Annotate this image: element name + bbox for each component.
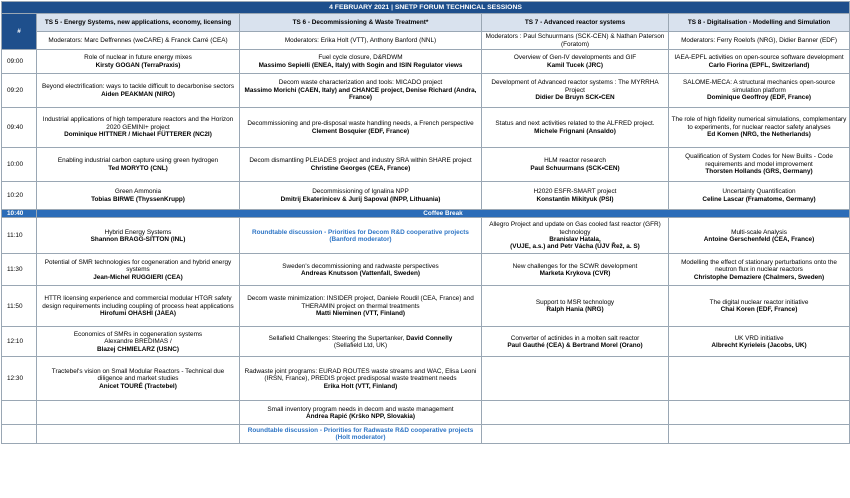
speaker: Andrea Rapić (Krško NPP, Slovakia) bbox=[306, 412, 415, 420]
talk-title: Radwaste joint programs: EURAD ROUTES waste streams and WAC, Elisa Leoni (IRSN, France), PREDIS project predisposal waste treatment needs bbox=[244, 367, 477, 383]
speaker: Dmitrij Ekaterinicev & Jurij Sapoval (INPP, Lithuania) bbox=[280, 195, 441, 203]
empty-cell bbox=[669, 425, 850, 444]
talk-title: Overview of Gen-IV developments and GIF bbox=[513, 54, 637, 62]
coffee-break-label: Coffee Break bbox=[37, 210, 850, 218]
speaker: Albrecht Kyrieleis (Jacobs, UK) bbox=[711, 341, 807, 349]
moderators-row bbox=[2, 32, 850, 50]
talk-cell bbox=[669, 182, 850, 210]
speaker: Ralph Hania (NRG) bbox=[546, 306, 604, 314]
speaker: Blazej CHMIELARZ (USNC) bbox=[96, 345, 179, 353]
talk-title: HLM reactor research bbox=[544, 157, 606, 165]
talk-title: Role of nuclear in future energy mixes bbox=[84, 54, 192, 62]
empty-cell bbox=[37, 425, 240, 444]
talk-title: Support to MSR technology bbox=[535, 299, 615, 306]
speaker: Carlo Fiorina (EPFL, Switzerland) bbox=[708, 61, 810, 69]
speaker: Massimo Sepielli (ENEA, Italy) with Sogin and ISIN Regulator views bbox=[258, 61, 463, 69]
talk-title: Decom waste characterization and tools: MICADO project bbox=[278, 79, 443, 87]
talk-title: Converter of actinides in a molten salt reactor bbox=[510, 334, 640, 342]
talk-title: Development of Advanced reactor systems : The MYRRHA Project bbox=[491, 79, 659, 94]
talk-cell bbox=[37, 254, 240, 286]
talk-cell bbox=[669, 74, 850, 108]
talk-title: IAEA-EPFL activities on open-source software development bbox=[674, 54, 844, 62]
speaker: Marketa Krykova (CVR) bbox=[539, 269, 611, 277]
time-cell bbox=[2, 401, 37, 425]
talk-cell bbox=[669, 50, 850, 74]
talk-title: Beyond electrification: ways to tackle difficult to decarbonise sectors bbox=[41, 83, 235, 91]
talk-title: The digital nuclear reactor initiative bbox=[709, 299, 809, 306]
speaker: Chai Koren (EDF, France) bbox=[720, 306, 798, 314]
talk-cell bbox=[669, 286, 850, 327]
time-cell: 09:00 bbox=[2, 50, 37, 74]
session-row bbox=[2, 327, 850, 357]
talk-title: Enabling industrial carbon capture using green hydrogen bbox=[57, 157, 219, 165]
talk-cell bbox=[240, 327, 482, 357]
talk-cell bbox=[669, 148, 850, 182]
talk-cell bbox=[669, 108, 850, 148]
speaker: Alexandre BREDIMAS / bbox=[104, 338, 172, 346]
talk-cell bbox=[240, 182, 482, 210]
column-hash: # bbox=[2, 14, 37, 50]
talk-cell bbox=[482, 254, 669, 286]
session-row bbox=[2, 357, 850, 401]
time-cell: 09:20 bbox=[2, 74, 37, 108]
talk-title: H2020 ESFR-SMART project bbox=[533, 188, 617, 196]
empty-cell bbox=[482, 401, 669, 425]
talk-title: Fuel cycle closure, D&RDWM bbox=[318, 54, 403, 62]
speaker: Erika Holt (VTT, Finland) bbox=[323, 382, 398, 390]
talk-cell bbox=[669, 254, 850, 286]
talk-title: Multi-scale Analysis bbox=[731, 228, 787, 236]
time-cell: 09:40 bbox=[2, 108, 37, 148]
talk-title: Tractebel's vision on Small Modular Reactors - Technical due diligence and market studies bbox=[51, 367, 225, 383]
talk-cell bbox=[482, 286, 669, 327]
break-time: 10:40 bbox=[2, 210, 37, 218]
talk-cell bbox=[669, 218, 850, 254]
speaker: Michele Frignani (Ansaldo) bbox=[534, 127, 616, 135]
talk-title: Sellafield Challenges: Steering the Supertanker, bbox=[268, 334, 405, 342]
speaker-affiliation: (Sellafield Ltd, UK) bbox=[333, 341, 388, 349]
talk-title: Hybrid Energy Systems bbox=[104, 228, 172, 236]
talk-title: Decommissioning and pre-disposal waste handling needs, a French perspective bbox=[247, 120, 474, 128]
talk-title: Industrial applications of high temperature reactors and the Horizon 2020 GEMINI+ project bbox=[42, 116, 234, 131]
title-row bbox=[2, 2, 850, 14]
talk-title: Qualification of System Codes for New Builts - Code requirements and model improvement bbox=[685, 153, 833, 168]
empty-cell bbox=[669, 357, 850, 401]
session-row bbox=[2, 401, 850, 425]
speaker: Kamil Tucek (JRC) bbox=[547, 61, 603, 69]
talk-cell bbox=[240, 74, 482, 108]
talk-title: Decom dismantling PLEIADES project and industry SRA within SHARE project bbox=[249, 157, 472, 165]
speaker: Christine Georges (CEA, France) bbox=[310, 164, 411, 172]
session-row bbox=[2, 182, 850, 210]
speaker: Aiden PEAKMAN (NIRO) bbox=[101, 90, 175, 98]
talk-title: Allegro Project and update on Gas cooled fast reactor (GFR) technology bbox=[489, 221, 661, 236]
time-cell: 12:10 bbox=[2, 327, 37, 357]
speaker-affiliation: (VUJE, a.s.) and Petr Vácha (ÚJV Řež, a. S) bbox=[510, 243, 640, 251]
talk-cell bbox=[37, 148, 240, 182]
talk-title: HTTR licensing experience and commercial modular HTGR safety design requirements including coupling of process heat applications bbox=[42, 295, 234, 310]
speaker: Christophe Demaziere (Chalmers, Sweden) bbox=[693, 273, 825, 281]
moderators-ts6: Moderators: Erika Holt (VTT), Anthony Banford (NNL) bbox=[240, 32, 482, 50]
talk-title: Potential of SMR technologies for cogeneration and hybrid energy systems bbox=[44, 258, 232, 274]
session-row bbox=[2, 286, 850, 327]
talk-title: The role of high fidelity numerical simulations, complementary to experiments, for nuclear reactor safety analyses bbox=[671, 116, 847, 131]
talk-title: Modelling the effect of stationary perturbations onto the neutron flux in nuclear reactors bbox=[681, 258, 837, 274]
speaker: Konstantin Mikityuk (PSI) bbox=[536, 195, 614, 203]
talk-cell bbox=[482, 182, 669, 210]
talk-cell bbox=[482, 327, 669, 357]
talk-cell bbox=[482, 74, 669, 108]
time-cell bbox=[2, 425, 37, 444]
session-table bbox=[1, 1, 850, 444]
talk-cell bbox=[37, 327, 240, 357]
talk-cell bbox=[240, 254, 482, 286]
talk-cell bbox=[37, 74, 240, 108]
speaker: Hirofumi OHASHI (JAEA) bbox=[100, 310, 176, 318]
talk-cell bbox=[240, 50, 482, 74]
talk-cell bbox=[37, 218, 240, 254]
speaker: Dominique Geoffroy (EDF, France) bbox=[706, 94, 812, 102]
talk-title: UK VRD initiative bbox=[734, 334, 784, 342]
time-cell: 11:30 bbox=[2, 254, 37, 286]
moderators-ts7: Moderators : Paul Schuurmans (SCK-CEN) & Nathan Paterson (Foratom) bbox=[482, 32, 669, 50]
header-ts8: TS 8 - Digitalisation - Modelling and Simulation bbox=[669, 14, 850, 32]
speaker: Ed Komen (NRG, the Netherlands) bbox=[707, 131, 811, 139]
speaker: Paul Gauthé (CEA) & Bertrand Morel (Orano) bbox=[507, 341, 643, 349]
time-cell: 11:50 bbox=[2, 286, 37, 327]
empty-cell bbox=[482, 357, 669, 401]
roundtable-radwaste[interactable]: Roundtable discussion - Priorities for Radwaste R&D cooperative projects (Holt moderator) bbox=[240, 425, 482, 444]
session-row bbox=[2, 108, 850, 148]
speaker: Shannon BRAGG-SITTON (INL) bbox=[90, 235, 186, 243]
moderators-ts8: Moderators: Ferry Roelofs (NRG), Didier Banner (EDF) bbox=[669, 32, 850, 50]
header-row bbox=[2, 14, 850, 32]
talk-cell bbox=[240, 108, 482, 148]
speaker: Jean-Michel RUGGIERI (CEA) bbox=[93, 273, 183, 281]
talk-title: Uncertainty Quantification bbox=[722, 188, 796, 196]
time-cell: 10:20 bbox=[2, 182, 37, 210]
speaker: Dominique HITTNER / Michael FÜTTERER (NC2I) bbox=[64, 131, 212, 139]
session-row bbox=[2, 148, 850, 182]
talk-cell bbox=[482, 50, 669, 74]
speaker: Matti Nieminen (VTT, Finland) bbox=[315, 310, 406, 318]
talk-cell bbox=[37, 50, 240, 74]
header-ts7: TS 7 - Advanced reactor systems bbox=[482, 14, 669, 32]
talk-cell bbox=[37, 357, 240, 401]
talk-title: New challenges for the SCWR development bbox=[512, 262, 638, 270]
speaker: Andreas Knutsson (Vattenfall, Sweden) bbox=[301, 269, 420, 277]
time-cell: 12:30 bbox=[2, 357, 37, 401]
talk-title: Decom waste minimization: INSIDER project, Daniele Roudil (CEA, France) and THERAMIN project on thermal treatments bbox=[247, 295, 474, 310]
talk-cell bbox=[240, 357, 482, 401]
speaker: David Connelly bbox=[406, 334, 453, 342]
talk-cell bbox=[37, 182, 240, 210]
session-row bbox=[2, 50, 850, 74]
talk-title: Small inventory program needs in decom and waste management bbox=[267, 405, 454, 413]
speaker: Tobias BIRWE (ThyssenKrupp) bbox=[91, 195, 185, 203]
talk-cell bbox=[37, 108, 240, 148]
moderators-ts5: Moderators: Marc Deffrennes (weCARE) & Franck Carré (CEA) bbox=[37, 32, 240, 50]
talk-cell bbox=[240, 148, 482, 182]
session-row bbox=[2, 74, 850, 108]
coffee-break-row bbox=[2, 210, 850, 218]
empty-cell bbox=[482, 425, 669, 444]
speaker: Branislav Hatala, bbox=[549, 235, 601, 243]
speaker: Celine Lascar (Framatome, Germany) bbox=[702, 195, 816, 203]
time-cell: 10:00 bbox=[2, 148, 37, 182]
session-row bbox=[2, 425, 850, 444]
speaker: Paul Schuurmans (SCK•CEN) bbox=[530, 164, 620, 172]
talk-title: Decommissioning of Ignalina NPP bbox=[312, 188, 409, 196]
speaker: Ted MORYTO (CNL) bbox=[108, 164, 168, 172]
speaker: Thorsten Hollands (GRS, Germany) bbox=[705, 168, 813, 176]
session-row bbox=[2, 254, 850, 286]
header-ts6: TS 6 - Decommissioning & Waste Treatment* bbox=[240, 14, 482, 32]
roundtable-decom[interactable]: Roundtable discussion - Priorities for Decom R&D cooperative projects (Banford moderator) bbox=[240, 218, 482, 254]
speaker: Didier De Bruyn SCK•CEN bbox=[535, 94, 615, 102]
page-title: 4 FEBRUARY 2021 | SNETP FORUM TECHNICAL SESSIONS bbox=[2, 2, 850, 14]
talk-cell bbox=[482, 108, 669, 148]
speaker: Clement Bosquier (EDF, France) bbox=[311, 127, 410, 135]
speaker: Antoine Gerschenfeld (CEA, France) bbox=[703, 235, 815, 243]
speaker: Anicet TOURÉ (Tractebel) bbox=[99, 382, 177, 390]
session-row bbox=[2, 218, 850, 254]
talk-title: Economics of SMRs in cogeneration systems bbox=[73, 330, 203, 338]
talk-cell bbox=[482, 218, 669, 254]
talk-cell bbox=[669, 327, 850, 357]
talk-title: Sweden's decommissioning and radwaste perspectives bbox=[282, 262, 439, 270]
empty-cell bbox=[669, 401, 850, 425]
talk-cell bbox=[240, 286, 482, 327]
talk-title: Status and next activities related to the ALFRED project. bbox=[495, 120, 655, 128]
header-ts5: TS 5 - Energy Systems, new applications, economy, licensing bbox=[37, 14, 240, 32]
speaker: Massimo Morichi (CAEN, Italy) and CHANCE project, Denise Richard (Andra, France) bbox=[244, 86, 477, 102]
talk-cell bbox=[37, 286, 240, 327]
speaker: Kirsty GOGAN (TerraPraxis) bbox=[95, 61, 181, 69]
time-cell: 11:10 bbox=[2, 218, 37, 254]
talk-title: Green Ammonia bbox=[114, 188, 162, 196]
empty-cell bbox=[37, 401, 240, 425]
talk-cell bbox=[240, 401, 482, 425]
talk-title: SALOME-MECA: A structural mechanics open-source simulation platform bbox=[683, 79, 836, 94]
talk-cell bbox=[482, 148, 669, 182]
